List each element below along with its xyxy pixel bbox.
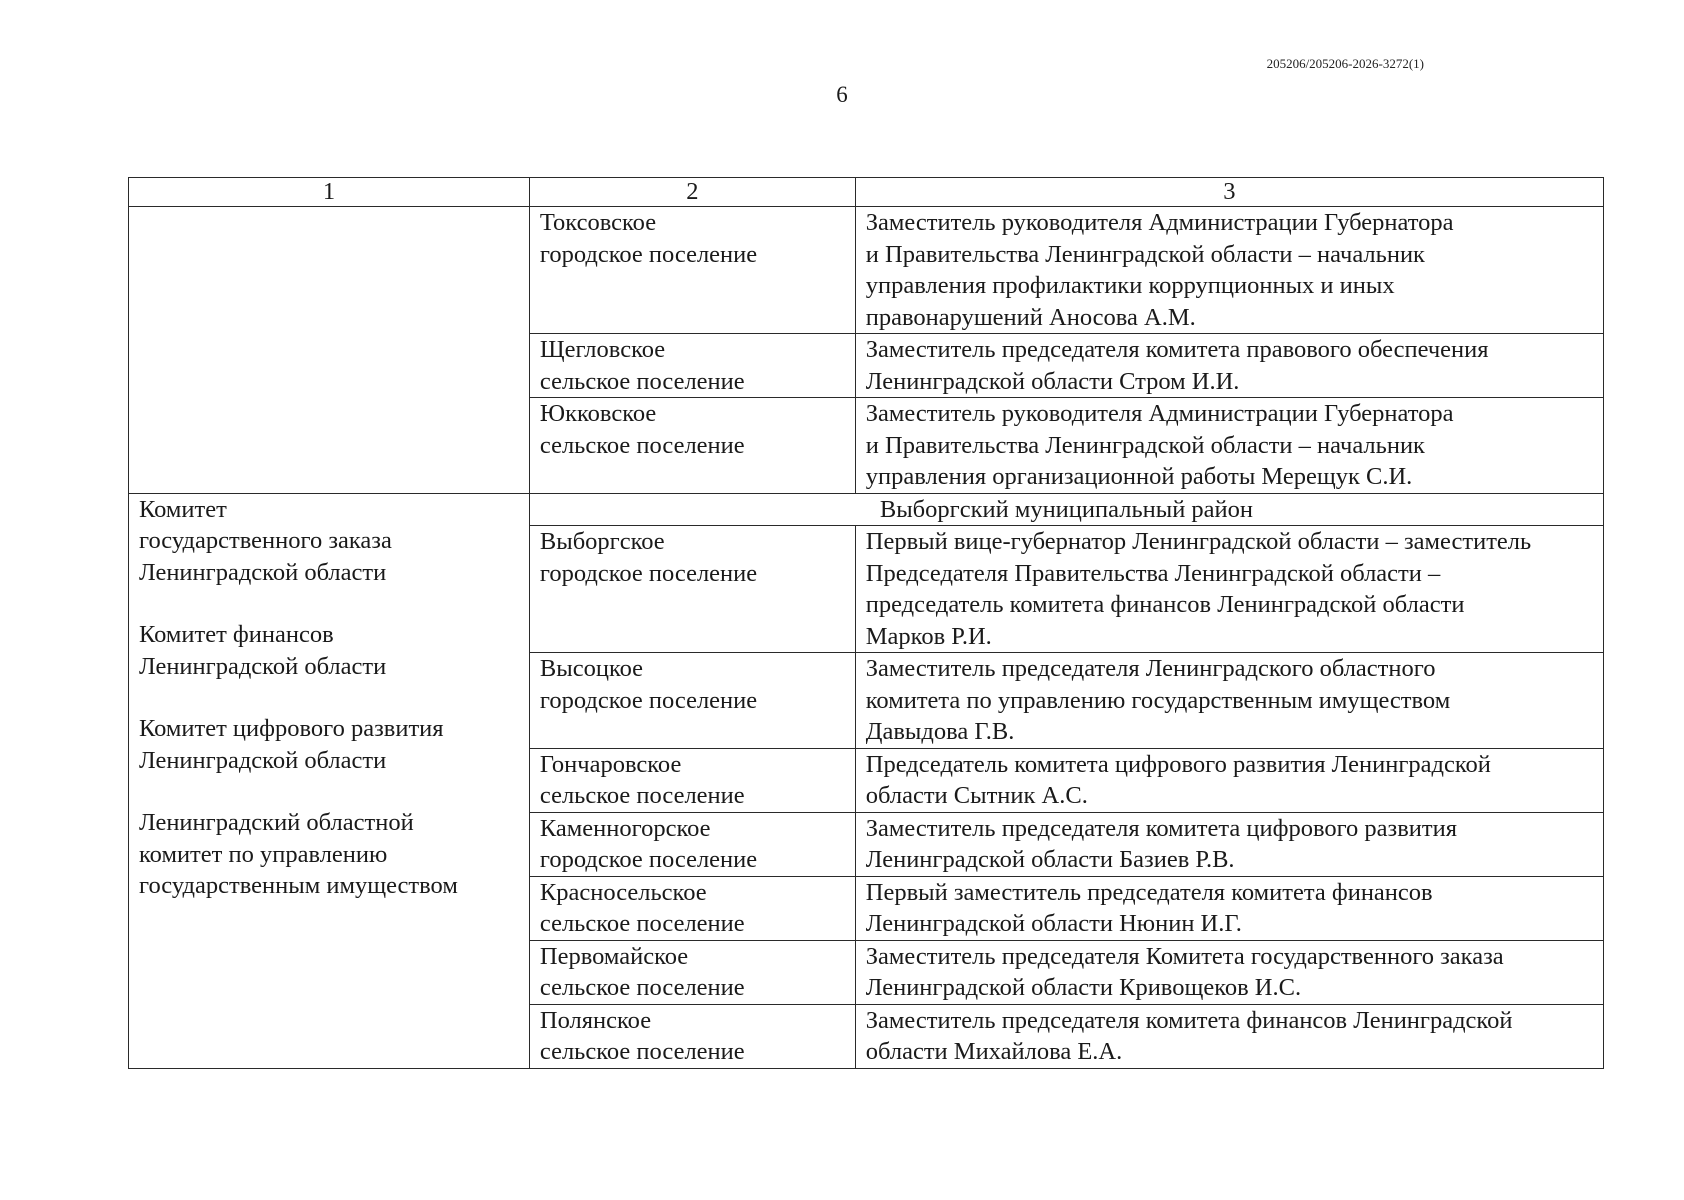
cell-line: и Правительства Ленинградской области – начальник xyxy=(865,240,1425,268)
official-cell xyxy=(855,812,1603,876)
cell-line: государственного заказа xyxy=(139,527,392,554)
cell-line: Заместитель председателя комитета цифрового развития xyxy=(865,814,1457,842)
cell-line: Ленинградской области xyxy=(139,746,387,774)
column-header: 1 xyxy=(129,178,530,207)
cell-line: Ленинградской области Нюнин И.Г. xyxy=(865,910,1242,937)
cell-line: Ленинградский областной xyxy=(139,809,414,836)
settlement-cell xyxy=(529,812,855,876)
cell-line: Полянское xyxy=(539,1006,652,1034)
cell-line: Заместитель председателя Ленинградского областного xyxy=(865,655,1436,682)
cell-line: Первый заместитель председателя комитета финансов xyxy=(865,878,1433,906)
table-body xyxy=(129,178,1604,1069)
settlement-cell xyxy=(529,526,855,653)
cell-line: Щегловское xyxy=(539,336,666,363)
settlement-cell xyxy=(529,398,855,494)
committee-name xyxy=(139,713,519,776)
settlement-cell xyxy=(529,334,855,398)
cell-line: Комитет цифрового развития xyxy=(139,715,444,742)
column-header: 3 xyxy=(855,178,1603,207)
cell-line: Марков Р.И. xyxy=(865,622,992,650)
official-cell xyxy=(855,1004,1603,1068)
cell-line: Красносельское xyxy=(539,878,707,906)
cell-line: Высоцкое xyxy=(539,655,644,682)
cell-line: Заместитель председателя комитета финансов Ленинградской xyxy=(865,1006,1513,1034)
settlement-cell xyxy=(529,876,855,940)
official-cell xyxy=(855,398,1603,494)
cell-line: Первый вице-губернатор Ленинградской области – заместитель xyxy=(865,528,1532,555)
cell-line: Первомайское xyxy=(539,942,689,970)
empty-cell xyxy=(129,207,530,494)
cell-line: Заместитель руководителя Администрации Губернатора xyxy=(865,209,1454,236)
cell-line: Выборгское xyxy=(539,528,665,555)
official-cell xyxy=(855,334,1603,398)
cell-line: городское поселение xyxy=(539,240,758,268)
settlement-cell xyxy=(529,748,855,812)
cell-line: сельское поселение xyxy=(539,431,745,459)
cell-line: сельское поселение xyxy=(539,910,745,937)
table-row xyxy=(129,207,1604,334)
cell-line: Заместитель председателя Комитета государственного заказа xyxy=(865,942,1504,970)
cell-line: городское поселение xyxy=(539,846,758,873)
cell-line: председатель комитета финансов Ленинградской области xyxy=(865,591,1465,618)
cell-line: Ленинградской области Базиев Р.В. xyxy=(865,846,1235,873)
cell-line: Ленинградской области Стром И.И. xyxy=(865,367,1240,395)
assignment-table xyxy=(128,177,1604,1069)
cell-line: Каменногорское xyxy=(539,814,711,842)
official-cell xyxy=(855,653,1603,749)
cell-line: сельское поселение xyxy=(539,974,745,1001)
official-cell xyxy=(855,748,1603,812)
cell-line: Ленинградской области xyxy=(139,558,387,586)
cell-line: сельское поселение xyxy=(539,367,745,395)
cell-line: городское поселение xyxy=(539,559,758,587)
official-cell xyxy=(855,526,1603,653)
district-heading: Выборгский муниципальный район xyxy=(529,493,1603,526)
district-row xyxy=(129,493,1604,526)
page-number: 6 xyxy=(836,82,848,107)
official-cell xyxy=(855,876,1603,940)
committee-name xyxy=(139,494,519,589)
settlement-cell xyxy=(529,1004,855,1068)
cell-line: Токсовское xyxy=(539,209,657,236)
cell-line: государственным имуществом xyxy=(139,872,458,899)
document-code: 205206/205206-2026-3272(1) xyxy=(1266,56,1424,71)
cell-line: Гончаровское xyxy=(539,750,682,778)
cell-line: Заместитель председателя комитета правового обеспечения xyxy=(865,336,1489,363)
cell-line: управления организационной работы Мерещук С.И. xyxy=(865,463,1413,490)
cell-line: Ленинградской области xyxy=(139,652,387,680)
committee-name xyxy=(139,807,519,902)
cell-line: Заместитель руководителя Администрации Губернатора xyxy=(865,400,1454,427)
table-header-row xyxy=(129,178,1604,207)
column-header: 2 xyxy=(529,178,855,207)
cell-line: комитета по управлению государственным имуществом xyxy=(865,686,1451,714)
cell-line: комитет по управлению xyxy=(139,840,388,868)
cell-line: Председателя Правительства Ленинградской области – xyxy=(865,559,1441,587)
cell-line: Председатель комитета цифрового развития Ленинградской xyxy=(865,750,1491,778)
cell-line: сельское поселение xyxy=(539,782,745,809)
settlement-cell xyxy=(529,653,855,749)
official-cell xyxy=(855,940,1603,1004)
cell-line: Комитет финансов xyxy=(139,621,334,648)
cell-line: и Правительства Ленинградской области – начальник xyxy=(865,431,1425,459)
committees-cell xyxy=(129,493,530,1068)
cell-line: сельское поселение xyxy=(539,1038,745,1065)
settlement-cell xyxy=(529,207,855,334)
settlement-cell xyxy=(529,940,855,1004)
cell-line: городское поселение xyxy=(539,686,758,714)
official-cell xyxy=(855,207,1603,334)
cell-line: области Сытник А.С. xyxy=(865,782,1088,809)
cell-line: управления профилактики коррупционных и иных xyxy=(865,272,1395,299)
cell-line: области Михайлова Е.А. xyxy=(865,1038,1123,1065)
cell-line: правонарушений Аносова А.М. xyxy=(865,303,1196,331)
cell-line: Ленинградской области Кривощеков И.С. xyxy=(865,974,1302,1001)
cell-line: Давыдова Г.В. xyxy=(865,718,1015,745)
committee-name xyxy=(139,619,519,682)
cell-line: Комитет xyxy=(139,495,227,523)
cell-line: Юкковское xyxy=(539,400,657,427)
